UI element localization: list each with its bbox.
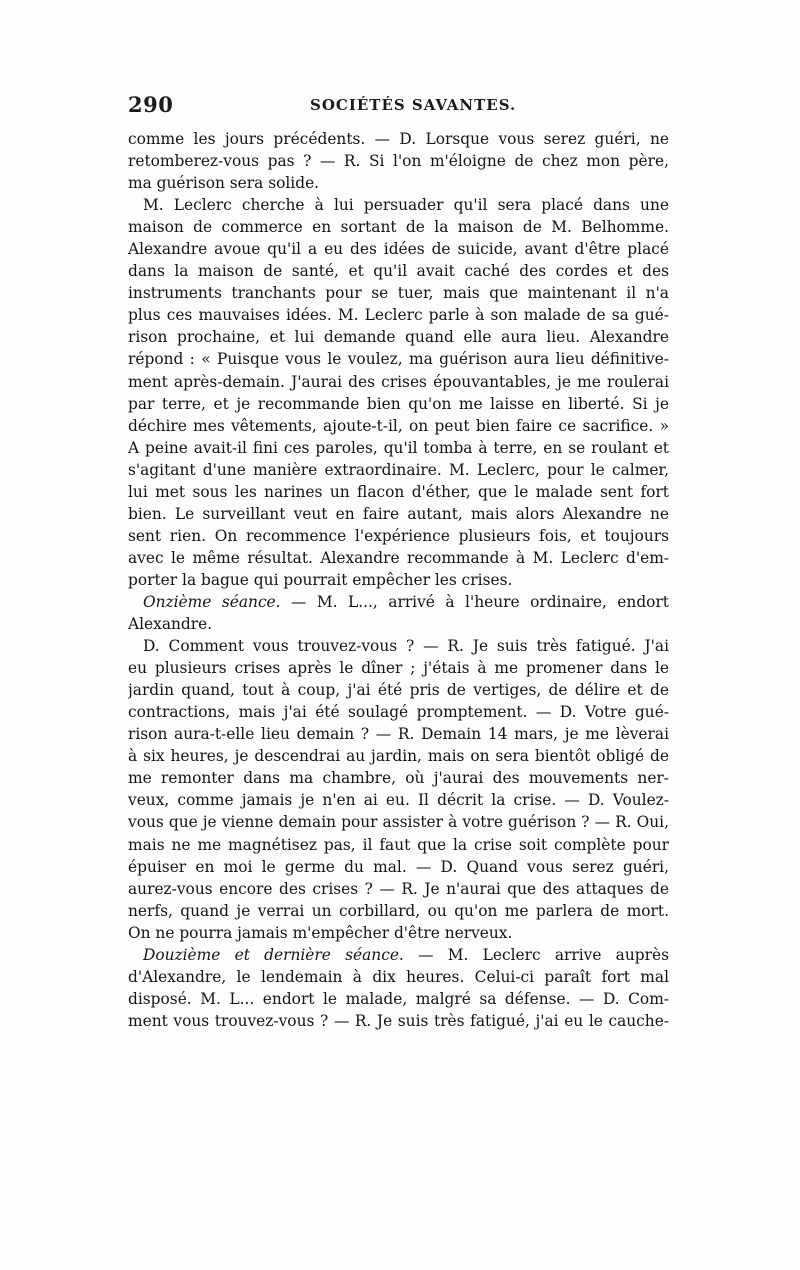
text-line: plus ces mauvaises idées. M. Leclerc parle à son malade de sa gué- <box>128 306 669 325</box>
text-line: Douzième et dernière séance. — M. Leclerc arrive auprès <box>143 945 669 964</box>
text-line: A peine avait-il fini ces paroles, qu'il tomba à terre, en se roulant et <box>128 438 669 457</box>
text-line: On ne pourra jamais m'empêcher d'être nerveux. <box>128 923 513 942</box>
text-line: bien. Le surveillant veut en faire autant, mais alors Alexandre ne <box>128 504 669 523</box>
text-line: instruments tranchants pour se tuer, mais que maintenant il n'a <box>128 284 669 303</box>
text-line: Onzième séance. — M. L..., arrivé à l'heure ordinaire, endort <box>143 592 669 611</box>
page-header <box>128 92 669 122</box>
text-line: avec le même résultat. Alexandre recommande à M. Leclerc d'em- <box>128 548 669 567</box>
running-title: SOCIÉTÉS SAVANTES. <box>310 96 517 114</box>
text-line: ment après-demain. J'aurai des crises épouvantables, je me roulerai <box>128 372 669 391</box>
text-line: vous que je vienne demain pour assister à votre guérison ? — R. Oui, <box>128 813 669 832</box>
text-line: par terre, et je recommande bien qu'on me laisse en liberté. Si je <box>128 394 669 413</box>
text-line: à six heures, je descendrai au jardin, mais on sera bientôt obligé de <box>128 747 669 766</box>
text-line: dans la maison de santé, et qu'il avait caché des cordes et des <box>128 262 669 281</box>
text-line: D. Comment vous trouvez-vous ? — R. Je suis très fatigué. J'ai <box>143 637 669 656</box>
text-line: disposé. M. L... endort le malade, malgré sa défense. — D. Com- <box>128 989 669 1008</box>
text-line: épuiser en moi le germe du mal. — D. Quand vous serez guéri, <box>128 857 669 876</box>
text-line: aurez-vous encore des crises ? — R. Je n'aurai que des attaques de <box>128 879 669 898</box>
text-line: me remonter dans ma chambre, où j'aurai des mouvements ner- <box>128 769 669 788</box>
text-line: s'agitant d'une manière extraordinaire. M. Leclerc, pour le calmer, <box>128 460 669 479</box>
text-line: porter la bague qui pourrait empêcher les crises. <box>128 570 513 589</box>
page-number: 290 <box>128 92 174 117</box>
text-line: comme les jours précédents. — D. Lorsque vous serez guéri, ne <box>128 130 669 148</box>
text-line: Alexandre avoue qu'il a eu des idées de suicide, avant d'être placé <box>128 240 669 259</box>
body-text <box>128 128 669 1032</box>
text-line: Alexandre. <box>128 615 213 634</box>
text-line: rison aura-t-elle lieu demain ? — R. Demain 14 mars, je me lèverai <box>128 725 669 744</box>
text-line: M. Leclerc cherche à lui persuader qu'il sera placé dans une <box>143 196 669 215</box>
text-line: nerfs, quand je verrai un corbillard, ou qu'on me parlera de mort. <box>128 901 669 920</box>
text-line: retomberez-vous pas ? — R. Si l'on m'éloigne de chez mon père, <box>128 152 669 171</box>
text-line: ma guérison sera solide. <box>128 174 320 193</box>
text-line: mais ne me magnétisez pas, il faut que la crise soit complète pour <box>128 835 669 854</box>
text-line: eu plusieurs crises après le dîner ; j'étais à me promener dans le <box>128 659 669 678</box>
text-line: ment vous trouvez-vous ? — R. Je suis très fatigué, j'ai eu le cauche- <box>128 1011 669 1030</box>
text-line: déchire mes vêtements, ajoute-t-il, on peut bien faire ce sacrifice. » <box>128 416 669 435</box>
text-line: d'Alexandre, le lendemain à dix heures. Celui-ci paraît fort mal <box>128 967 669 986</box>
text-line: répond : « Puisque vous le voulez, ma guérison aura lieu définitive- <box>128 350 669 369</box>
text-line: maison de commerce en sortant de la maison de M. Belhomme. <box>128 218 669 237</box>
text-line: contractions, mais j'ai été soulagé promptement. — D. Votre gué- <box>128 703 669 722</box>
text-line: lui met sous les narines un flacon d'éther, que le malade sent fort <box>128 482 669 501</box>
text-line: jardin quand, tout à coup, j'ai été pris de vertiges, de délire et de <box>128 681 669 700</box>
text-line: rison prochaine, et lui demande quand elle aura lieu. Alexandre <box>128 328 669 347</box>
text-line: sent rien. On recommence l'expérience plusieurs fois, et toujours <box>128 526 669 545</box>
text-line: veux, comme jamais je n'en ai eu. Il décrit la crise. — D. Voulez- <box>128 791 669 810</box>
